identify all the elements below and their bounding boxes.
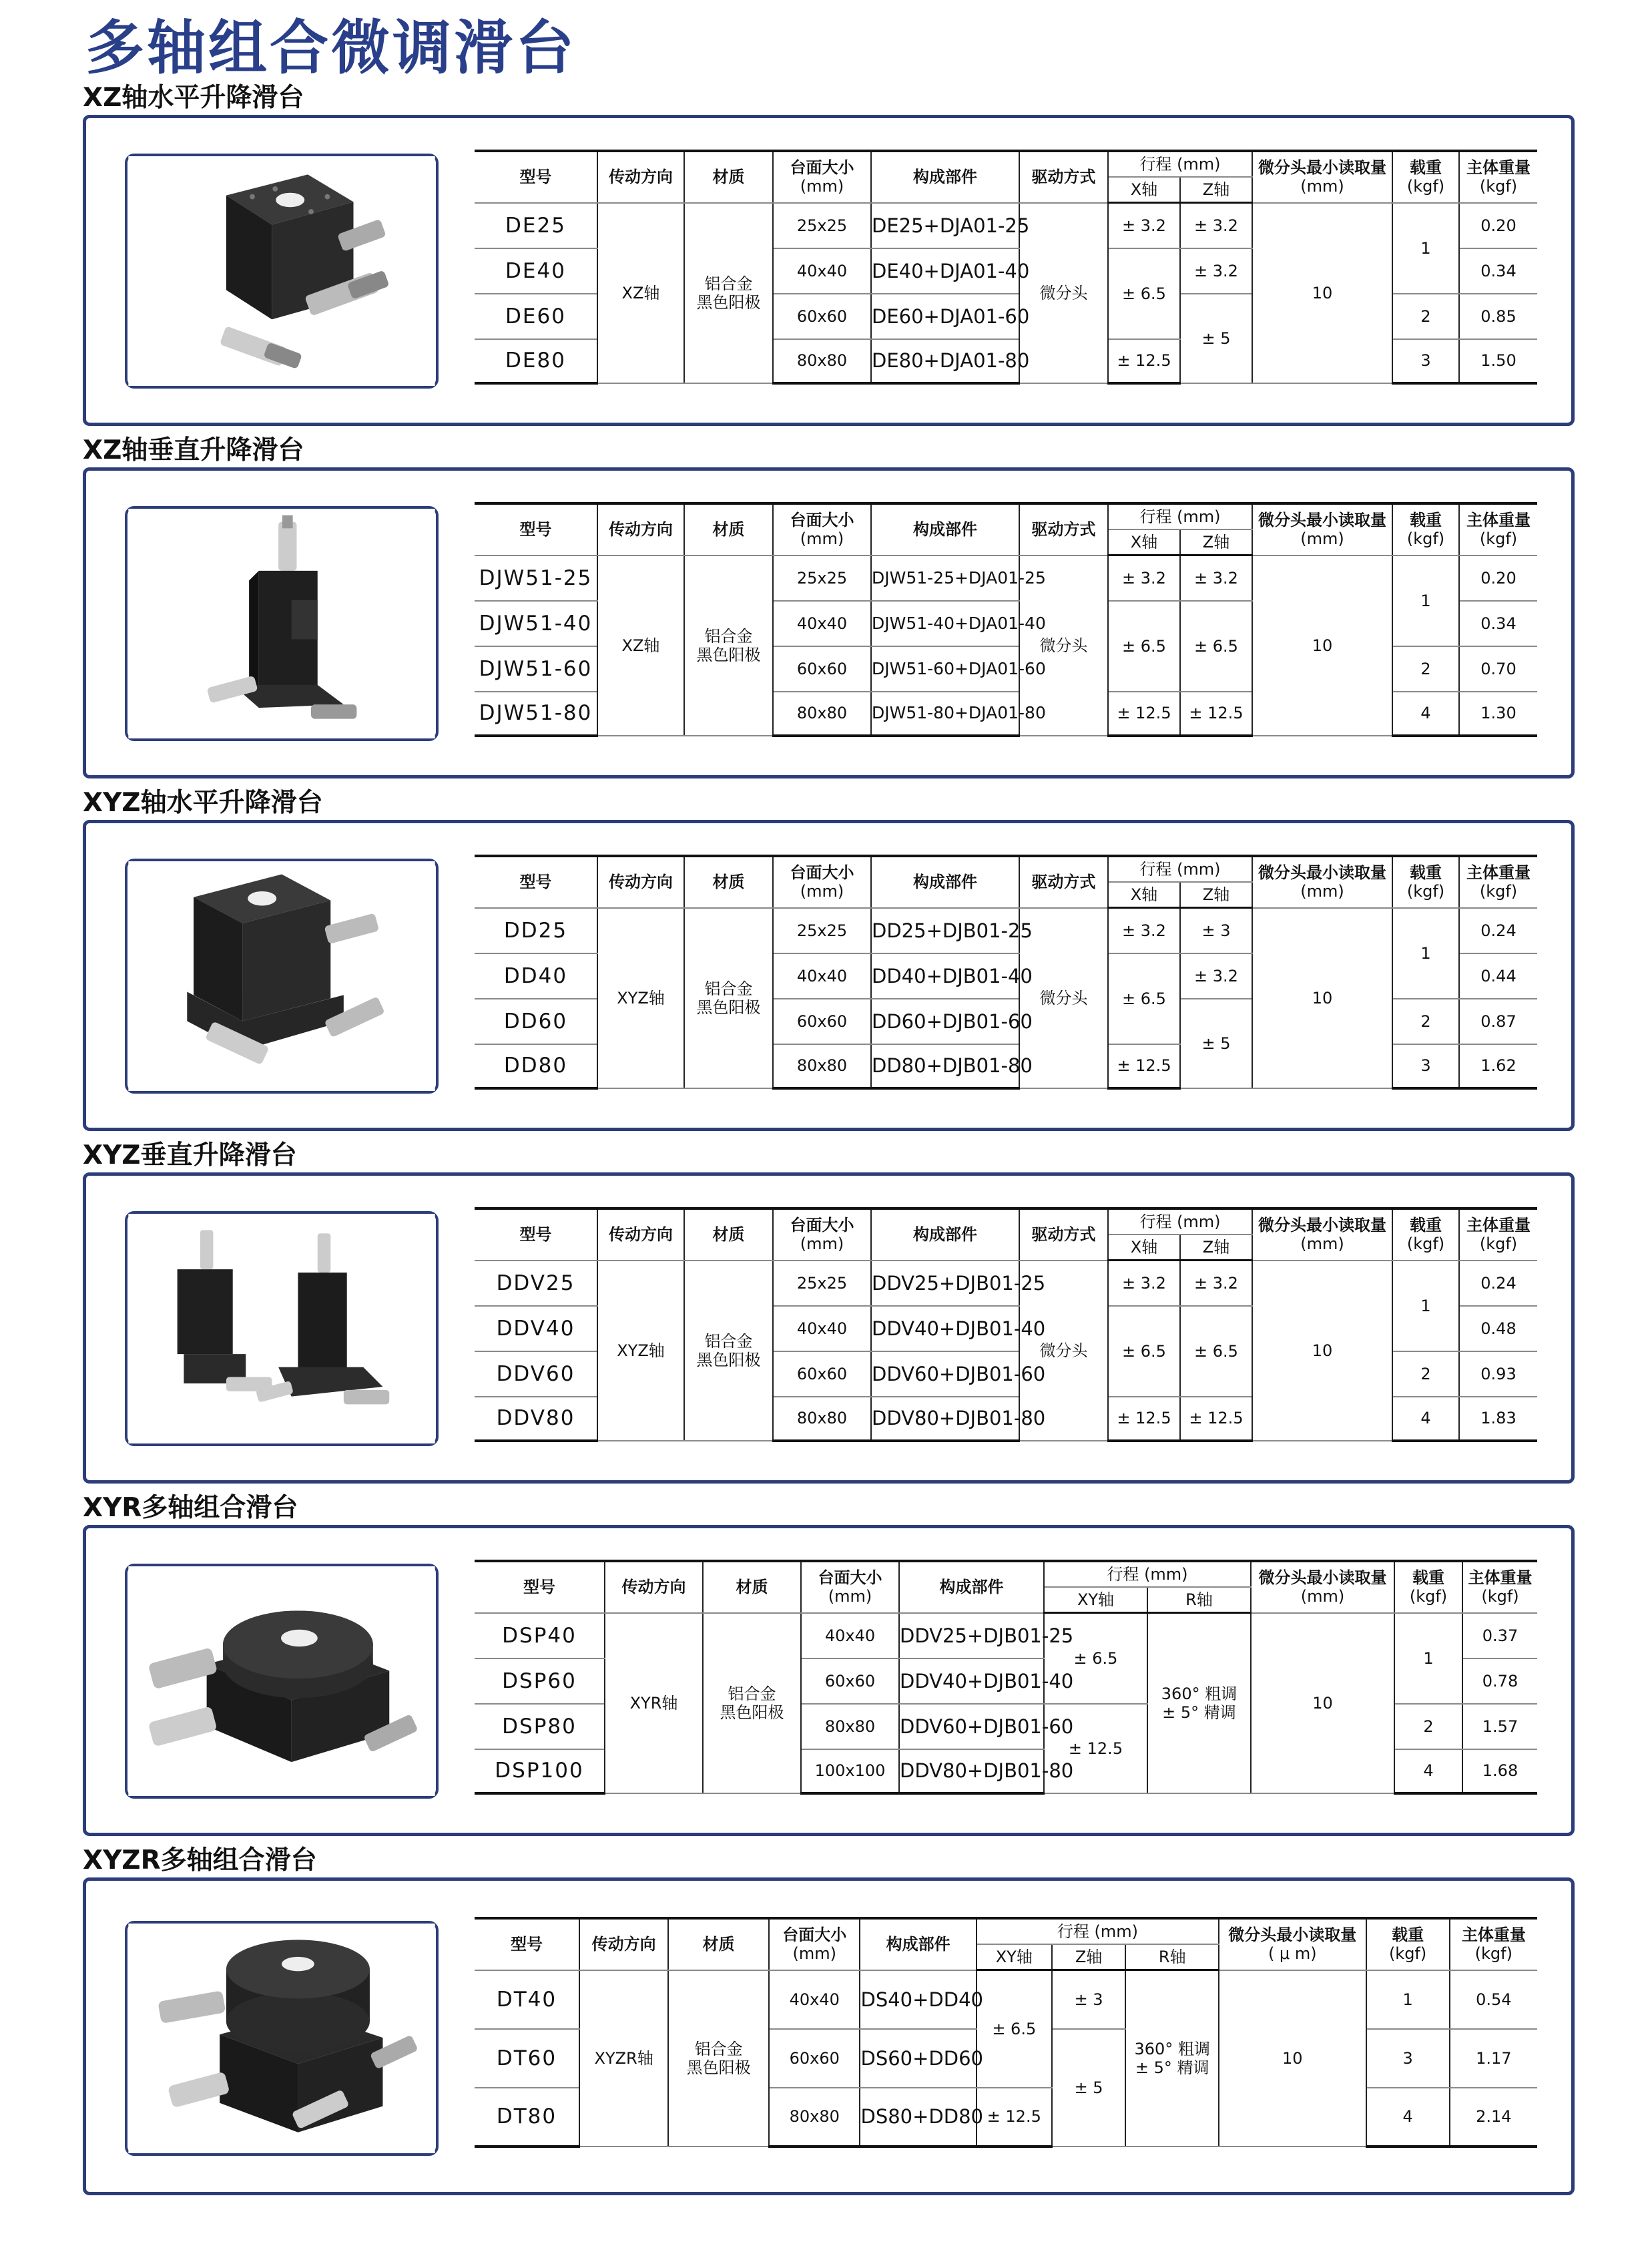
header-x-axis: X轴: [1108, 882, 1180, 908]
header-size: 台面大小 (mm): [773, 151, 871, 203]
cell-material: 铝合金 黑色阳极: [684, 1261, 773, 1441]
header-load: 载重 (kgf): [1366, 1918, 1450, 1970]
cell-weight: 0.34: [1459, 248, 1537, 294]
cell-weight: 1.62: [1459, 1044, 1537, 1088]
cell-parts: DD80+DJB01-80: [871, 1044, 1019, 1088]
panel-xyz-horizontal: [83, 820, 1575, 1131]
header-x-axis: X轴: [1108, 529, 1180, 555]
spec-table-xyr: [475, 1560, 1537, 1795]
cell-model: DE25: [475, 203, 597, 248]
cell-parts: DJW51-40+DJA01-40: [871, 601, 1019, 646]
cell-parts: DDV25+DJB01-25: [871, 1261, 1019, 1306]
header-parts: 构成部件: [871, 856, 1019, 908]
cell-model: DSP100: [475, 1749, 605, 1793]
cell-load: 4: [1392, 692, 1459, 736]
cell-weight: 0.93: [1459, 1351, 1537, 1397]
cell-weight: 1.83: [1459, 1397, 1537, 1441]
cell-size: 100x100: [801, 1749, 899, 1793]
cell-model: DD60: [475, 999, 597, 1044]
header-drive: 驱动方式: [1019, 1208, 1108, 1261]
cell-size: 40x40: [773, 1306, 871, 1351]
cell-weight: 0.24: [1459, 1261, 1537, 1306]
cell-z-stroke: ± 12.5: [1180, 692, 1252, 736]
cell-r-stroke: 360° 粗调 ± 5° 精调: [1147, 1613, 1251, 1793]
cell-model: DJW51-25: [475, 555, 597, 601]
header-weight: 主体重量 (kgf): [1459, 1208, 1537, 1261]
header-stroke: 行程 (mm): [1108, 1208, 1252, 1234]
cell-weight: 0.87: [1459, 999, 1537, 1044]
header-model: 型号: [475, 856, 597, 908]
section-title-xyr: XYR多轴组合滑台: [83, 1493, 298, 1523]
cell-size: 40x40: [769, 1970, 860, 2029]
cell-load: 2: [1392, 999, 1459, 1044]
cell-weight: 1.68: [1462, 1749, 1537, 1793]
header-parts: 构成部件: [860, 1918, 976, 1970]
cell-model: DDV80: [475, 1397, 597, 1441]
header-micrometer: 微分头最小读取量 (mm): [1252, 856, 1392, 908]
cell-x-stroke: ± 12.5: [1108, 339, 1180, 383]
cell-size: 40x40: [773, 248, 871, 294]
header-load: 载重 (kgf): [1392, 856, 1459, 908]
header-parts: 构成部件: [871, 151, 1019, 203]
header-stroke: 行程 (mm): [1108, 856, 1252, 882]
header-stroke: 行程 (mm): [1108, 151, 1252, 177]
section-title-xyz-horizontal: XYZ轴水平升降滑台: [83, 788, 323, 818]
cell-z-stroke: ± 6.5: [1180, 601, 1252, 692]
header-weight: 主体重量 (kgf): [1459, 151, 1537, 203]
header-stroke: 行程 (mm): [1044, 1561, 1251, 1587]
header-direction: 传动方向: [597, 151, 684, 203]
cell-z-stroke: ± 3.2: [1180, 555, 1252, 601]
cell-z-stroke: ± 3: [1052, 1970, 1126, 2029]
cell-size: 40x40: [801, 1613, 899, 1658]
cell-parts: DJW51-60+DJA01-60: [871, 646, 1019, 692]
cell-material: 铝合金 黑色阳极: [703, 1613, 801, 1793]
cell-model: DSP40: [475, 1613, 605, 1658]
cell-parts: DS80+DD80: [860, 2088, 976, 2147]
header-weight: 主体重量 (kgf): [1459, 856, 1537, 908]
cell-model: DJW51-60: [475, 646, 597, 692]
xz-vertical-stage-illustration: [127, 509, 436, 738]
cell-model: DD25: [475, 908, 597, 953]
cell-xy-stroke: ± 12.5: [1044, 1704, 1147, 1793]
cell-size: 60x60: [773, 646, 871, 692]
cell-drive: 微分头: [1019, 203, 1108, 383]
cell-reading: 10: [1252, 908, 1392, 1088]
section-title-xyz-vertical: XYZ垂直升降滑台: [83, 1140, 297, 1170]
cell-load: 1: [1394, 1613, 1462, 1704]
cell-load: 1: [1366, 1970, 1450, 2029]
spec-table-xyz-vertical: [475, 1207, 1537, 1442]
cell-size: 60x60: [801, 1658, 899, 1704]
xz-stage-illustration: [127, 156, 436, 386]
header-z-axis: Z轴: [1180, 1234, 1252, 1261]
cell-weight: 0.34: [1459, 601, 1537, 646]
cell-model: DD40: [475, 953, 597, 999]
header-drive: 驱动方式: [1019, 151, 1108, 203]
product-photo: [125, 154, 439, 389]
cell-model: DE40: [475, 248, 597, 294]
cell-x-stroke: ± 3.2: [1108, 555, 1180, 601]
cell-material: 铝合金 黑色阳极: [684, 555, 773, 736]
header-material: 材质: [684, 856, 773, 908]
product-photo: [125, 1564, 439, 1799]
cell-direction: XYZ轴: [597, 908, 684, 1088]
cell-x-stroke: ± 12.5: [1108, 1044, 1180, 1088]
header-size: 台面大小 (mm): [773, 856, 871, 908]
header-model: 型号: [475, 151, 597, 203]
header-model: 型号: [475, 1918, 579, 1970]
cell-weight: 0.20: [1459, 203, 1537, 248]
cell-reading: 10: [1251, 1613, 1394, 1793]
cell-load: 4: [1394, 1749, 1462, 1793]
cell-size: 25x25: [773, 1261, 871, 1306]
panel-xyzr: [83, 1877, 1575, 2195]
header-material: 材质: [668, 1918, 769, 1970]
cell-reading: 10: [1252, 203, 1392, 383]
header-direction: 传动方向: [597, 503, 684, 555]
cell-x-stroke: ± 6.5: [1108, 1306, 1180, 1397]
header-model: 型号: [475, 1561, 605, 1613]
cell-x-stroke: ± 6.5: [1108, 601, 1180, 692]
cell-material: 铝合金 黑色阳极: [684, 908, 773, 1088]
cell-size: 60x60: [773, 1351, 871, 1397]
product-photo: [125, 1211, 439, 1446]
cell-parts: DDV60+DJB01-60: [899, 1704, 1044, 1749]
cell-weight: 1.30: [1459, 692, 1537, 736]
cell-load: 2: [1392, 646, 1459, 692]
header-load: 载重 (kgf): [1392, 503, 1459, 555]
header-z-axis: Z轴: [1052, 1944, 1126, 1970]
cell-direction: XYZ轴: [597, 1261, 684, 1441]
cell-weight: 0.54: [1450, 1970, 1537, 2029]
cell-z-stroke: ± 5: [1180, 999, 1252, 1088]
cell-z-stroke: ± 12.5: [1180, 1397, 1252, 1441]
cell-parts: DE60+DJA01-60: [871, 294, 1019, 339]
header-model: 型号: [475, 1208, 597, 1261]
spec-table-xz-vertical: [475, 502, 1537, 737]
header-stroke: 行程 (mm): [977, 1918, 1219, 1944]
cell-parts: DDV25+DJB01-25: [899, 1613, 1044, 1658]
cell-weight: 1.57: [1462, 1704, 1537, 1749]
xyz-vertical-stage-illustration: [127, 1214, 436, 1443]
header-x-axis: X轴: [1108, 177, 1180, 203]
cell-model: DT40: [475, 1970, 579, 2029]
cell-parts: DD25+DJB01-25: [871, 908, 1019, 953]
header-micrometer: 微分头最小读取量 (mm): [1252, 503, 1392, 555]
cell-size: 40x40: [773, 953, 871, 999]
cell-direction: XZ轴: [597, 555, 684, 736]
header-micrometer: 微分头最小读取量 (mm): [1252, 151, 1392, 203]
header-z-axis: Z轴: [1180, 529, 1252, 555]
cell-z-stroke: ± 3.2: [1180, 248, 1252, 294]
cell-weight: 0.48: [1459, 1306, 1537, 1351]
cell-load: 3: [1366, 2029, 1450, 2088]
header-size: 台面大小 (mm): [769, 1918, 860, 1970]
cell-parts: DD40+DJB01-40: [871, 953, 1019, 999]
cell-size: 60x60: [769, 2029, 860, 2088]
cell-x-stroke: ± 3.2: [1108, 908, 1180, 953]
header-direction: 传动方向: [579, 1918, 668, 1970]
cell-size: 80x80: [773, 1397, 871, 1441]
header-weight: 主体重量 (kgf): [1450, 1918, 1537, 1970]
cell-weight: 0.37: [1462, 1613, 1537, 1658]
header-size: 台面大小 (mm): [801, 1561, 899, 1613]
header-micrometer: 微分头最小读取量 ( μ m): [1219, 1918, 1366, 1970]
cell-parts: DJW51-80+DJA01-80: [871, 692, 1019, 736]
header-stroke: 行程 (mm): [1108, 503, 1252, 529]
spec-table-xyz-horizontal: [475, 855, 1537, 1090]
cell-model: DSP60: [475, 1658, 605, 1704]
cell-material: 铝合金 黑色阳极: [684, 203, 773, 383]
cell-size: 40x40: [773, 601, 871, 646]
cell-size: 80x80: [769, 2088, 860, 2147]
header-xy-axis: XY轴: [1044, 1587, 1147, 1613]
panel-xyz-vertical: [83, 1172, 1575, 1484]
product-photo: [125, 506, 439, 741]
cell-size: 80x80: [773, 692, 871, 736]
cell-weight: 2.14: [1450, 2088, 1537, 2147]
cell-model: DE80: [475, 339, 597, 383]
section-title-xyzr: XYZR多轴组合滑台: [83, 1845, 317, 1875]
cell-parts: DE40+DJA01-40: [871, 248, 1019, 294]
cell-weight: 1.50: [1459, 339, 1537, 383]
cell-parts: DE80+DJA01-80: [871, 339, 1019, 383]
cell-load: 2: [1394, 1704, 1462, 1749]
cell-parts: DE25+DJA01-25: [871, 203, 1019, 248]
header-drive: 驱动方式: [1019, 503, 1108, 555]
cell-x-stroke: ± 6.5: [1108, 248, 1180, 339]
header-x-axis: X轴: [1108, 1234, 1180, 1261]
panel-xz-horizontal: [83, 115, 1575, 426]
header-micrometer: 微分头最小读取量 (mm): [1252, 1208, 1392, 1261]
cell-load: 1: [1392, 1261, 1459, 1351]
cell-z-stroke: ± 3.2: [1180, 1261, 1252, 1306]
cell-z-stroke: ± 3.2: [1180, 953, 1252, 999]
header-parts: 构成部件: [871, 503, 1019, 555]
cell-x-stroke: ± 12.5: [1108, 692, 1180, 736]
header-direction: 传动方向: [597, 856, 684, 908]
cell-load: 4: [1366, 2088, 1450, 2147]
header-load: 载重 (kgf): [1392, 1208, 1459, 1261]
header-weight: 主体重量 (kgf): [1459, 503, 1537, 555]
header-size: 台面大小 (mm): [773, 1208, 871, 1261]
header-drive: 驱动方式: [1019, 856, 1108, 908]
cell-weight: 0.24: [1459, 908, 1537, 953]
cell-size: 25x25: [773, 555, 871, 601]
cell-material: 铝合金 黑色阳极: [668, 1970, 769, 2147]
cell-parts: DD60+DJB01-60: [871, 999, 1019, 1044]
cell-z-stroke: ± 3: [1180, 908, 1252, 953]
cell-z-stroke: ± 5: [1180, 294, 1252, 383]
cell-model: DT60: [475, 2029, 579, 2088]
cell-z-stroke: ± 3.2: [1180, 203, 1252, 248]
section-title-xz-vertical: XZ轴垂直升降滑台: [83, 435, 304, 465]
header-direction: 传动方向: [597, 1208, 684, 1261]
header-parts: 构成部件: [899, 1561, 1044, 1613]
header-xy-axis: XY轴: [977, 1944, 1052, 1970]
header-material: 材质: [684, 151, 773, 203]
spec-table-xyzr: [475, 1917, 1537, 2148]
cell-model: DDV60: [475, 1351, 597, 1397]
cell-model: DT80: [475, 2088, 579, 2147]
xyz-stage-illustration: [127, 861, 436, 1091]
cell-weight: 0.20: [1459, 555, 1537, 601]
cell-xy-stroke: ± 6.5: [977, 1970, 1052, 2088]
cell-weight: 0.44: [1459, 953, 1537, 999]
cell-parts: DDV60+DJB01-60: [871, 1351, 1019, 1397]
header-material: 材质: [684, 1208, 773, 1261]
section-title-xz-horizontal: XZ轴水平升降滑台: [83, 83, 304, 113]
header-load: 载重 (kgf): [1392, 151, 1459, 203]
header-material: 材质: [684, 503, 773, 555]
cell-parts: DDV40+DJB01-40: [871, 1306, 1019, 1351]
cell-load: 3: [1392, 1044, 1459, 1088]
cell-parts: DS60+DD60: [860, 2029, 976, 2088]
xyr-stage-illustration: [127, 1566, 436, 1796]
cell-load: 4: [1392, 1397, 1459, 1441]
cell-weight: 0.85: [1459, 294, 1537, 339]
header-direction: 传动方向: [605, 1561, 703, 1613]
header-parts: 构成部件: [871, 1208, 1019, 1261]
cell-z-stroke: ± 5: [1052, 2029, 1126, 2147]
cell-size: 60x60: [773, 294, 871, 339]
cell-size: 25x25: [773, 908, 871, 953]
cell-parts: DJW51-25+DJA01-25: [871, 555, 1019, 601]
cell-reading: 10: [1219, 1970, 1366, 2147]
xyzr-stage-illustration: [127, 1924, 436, 2153]
cell-direction: XYR轴: [605, 1613, 703, 1793]
cell-model: DJW51-40: [475, 601, 597, 646]
cell-drive: 微分头: [1019, 908, 1108, 1088]
cell-parts: DDV80+DJB01-80: [899, 1749, 1044, 1793]
cell-x-stroke: ± 3.2: [1108, 1261, 1180, 1306]
header-r-axis: R轴: [1147, 1587, 1251, 1613]
cell-model: DSP80: [475, 1704, 605, 1749]
cell-drive: 微分头: [1019, 555, 1108, 736]
cell-xy-stroke: ± 6.5: [1044, 1613, 1147, 1704]
cell-parts: DDV80+DJB01-80: [871, 1397, 1019, 1441]
cell-model: DDV25: [475, 1261, 597, 1306]
spec-table-xz-horizontal: [475, 150, 1537, 385]
cell-x-stroke: ± 12.5: [1108, 1397, 1180, 1441]
header-z-axis: Z轴: [1180, 177, 1252, 203]
cell-model: DDV40: [475, 1306, 597, 1351]
cell-drive: 微分头: [1019, 1261, 1108, 1441]
cell-size: 80x80: [773, 339, 871, 383]
cell-size: 60x60: [773, 999, 871, 1044]
cell-reading: 10: [1252, 1261, 1392, 1441]
cell-model: DJW51-80: [475, 692, 597, 736]
header-model: 型号: [475, 503, 597, 555]
cell-parts: DDV40+DJB01-40: [899, 1658, 1044, 1704]
cell-size: 80x80: [801, 1704, 899, 1749]
cell-weight: 0.78: [1462, 1658, 1537, 1704]
cell-weight: 1.17: [1450, 2029, 1537, 2088]
cell-x-stroke: ± 3.2: [1108, 203, 1180, 248]
header-size: 台面大小 (mm): [773, 503, 871, 555]
cell-size: 25x25: [773, 203, 871, 248]
cell-model: DD80: [475, 1044, 597, 1088]
cell-direction: XYZR轴: [579, 1970, 668, 2147]
cell-xy-stroke: ± 12.5: [977, 2088, 1052, 2147]
cell-load: 2: [1392, 294, 1459, 339]
product-photo: [125, 859, 439, 1094]
cell-load: 3: [1392, 339, 1459, 383]
page-title: 多轴组合微调滑台: [85, 13, 577, 82]
panel-xyr: [83, 1525, 1575, 1836]
cell-z-stroke: ± 6.5: [1180, 1306, 1252, 1397]
header-material: 材质: [703, 1561, 801, 1613]
cell-r-stroke: 360° 粗调 ± 5° 精调: [1125, 1970, 1219, 2147]
cell-parts: DS40+DD40: [860, 1970, 976, 2029]
header-z-axis: Z轴: [1180, 882, 1252, 908]
header-load: 载重 (kgf): [1394, 1561, 1462, 1613]
cell-size: 80x80: [773, 1044, 871, 1088]
header-weight: 主体重量 (kgf): [1462, 1561, 1537, 1613]
cell-direction: XZ轴: [597, 203, 684, 383]
cell-reading: 10: [1252, 555, 1392, 736]
cell-load: 2: [1392, 1351, 1459, 1397]
cell-load: 1: [1392, 908, 1459, 999]
cell-load: 1: [1392, 203, 1459, 294]
header-r-axis: R轴: [1125, 1944, 1219, 1970]
cell-x-stroke: ± 6.5: [1108, 953, 1180, 1044]
cell-weight: 0.70: [1459, 646, 1537, 692]
product-photo: [125, 1921, 439, 2156]
cell-model: DE60: [475, 294, 597, 339]
panel-xz-vertical: [83, 467, 1575, 778]
cell-load: 1: [1392, 555, 1459, 646]
header-micrometer: 微分头最小读取量 (mm): [1251, 1561, 1394, 1613]
